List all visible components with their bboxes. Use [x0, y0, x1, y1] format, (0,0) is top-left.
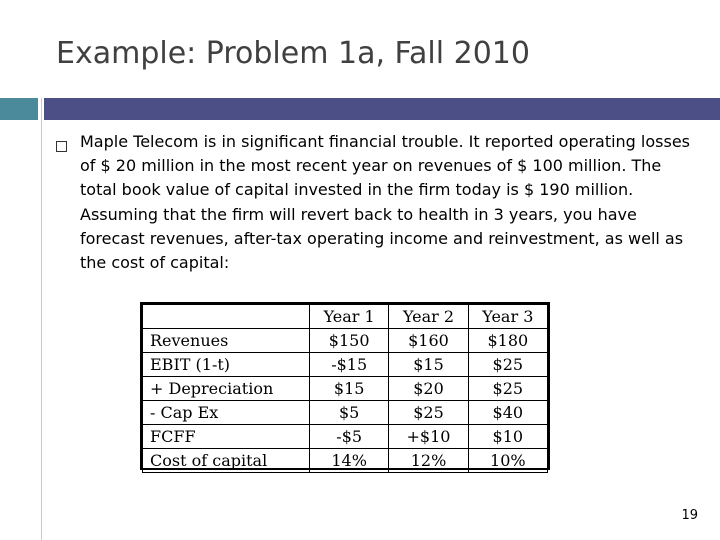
- fcff-table-frame: [140, 302, 550, 470]
- table-header-row: [143, 305, 548, 329]
- table-cell: -$15: [310, 353, 389, 377]
- table-cell: $5: [310, 401, 389, 425]
- table-header-cell: [143, 305, 310, 329]
- table-row: [143, 401, 548, 425]
- slide-title: Example: Problem 1a, Fall 2010: [56, 36, 530, 71]
- table-row: [143, 425, 548, 449]
- table-cell: $10: [468, 425, 547, 449]
- fcff-table: [142, 304, 548, 473]
- title-accent-bar: [0, 98, 720, 120]
- table-cell: -$5: [310, 425, 389, 449]
- row-label-cell: Revenues: [143, 329, 310, 353]
- row-label-cell: - Cap Ex: [143, 401, 310, 425]
- table-cell: $40: [468, 401, 547, 425]
- table-cell: $25: [389, 401, 468, 425]
- row-label-cell: + Depreciation: [143, 377, 310, 401]
- table-cell: $20: [389, 377, 468, 401]
- problem-description: Maple Telecom is in significant financial trouble. It reported operating losses of $ 20 million in the most recent year on revenues of $ 100 million. The total book value of capital invested in the firm today is $ 190 million. Assuming that the firm will revert back to health in 3 years, you have forecast revenues, after-tax operating income and reinvestment, as well as the cost of capital:: [80, 132, 691, 273]
- row-label-cell: Cost of capital: [143, 449, 310, 473]
- table-cell: $25: [468, 353, 547, 377]
- left-divider-line: [41, 98, 42, 540]
- table-cell: $150: [310, 329, 389, 353]
- table-cell: $180: [468, 329, 547, 353]
- table-cell: $15: [310, 377, 389, 401]
- accent-bar-left-segment: [0, 98, 38, 120]
- table-cell: +$10: [389, 425, 468, 449]
- table-row: [143, 377, 548, 401]
- table-cell: $15: [389, 353, 468, 377]
- page-number: 19: [681, 508, 698, 523]
- row-label-cell: FCFF: [143, 425, 310, 449]
- table-cell: $160: [389, 329, 468, 353]
- table-header-cell: Year 1: [310, 305, 389, 329]
- square-bullet-icon: [56, 141, 67, 152]
- table-cell: 14%: [310, 449, 389, 473]
- table-row: [143, 329, 548, 353]
- table-row: [143, 353, 548, 377]
- table-cell: $25: [468, 377, 547, 401]
- table-cell: 12%: [389, 449, 468, 473]
- table-cell: 10%: [468, 449, 547, 473]
- table-row: [143, 449, 548, 473]
- table-header-cell: Year 3: [468, 305, 547, 329]
- row-label-cell: EBIT (1-t): [143, 353, 310, 377]
- accent-bar-right-segment: [44, 98, 720, 120]
- table-header-cell: Year 2: [389, 305, 468, 329]
